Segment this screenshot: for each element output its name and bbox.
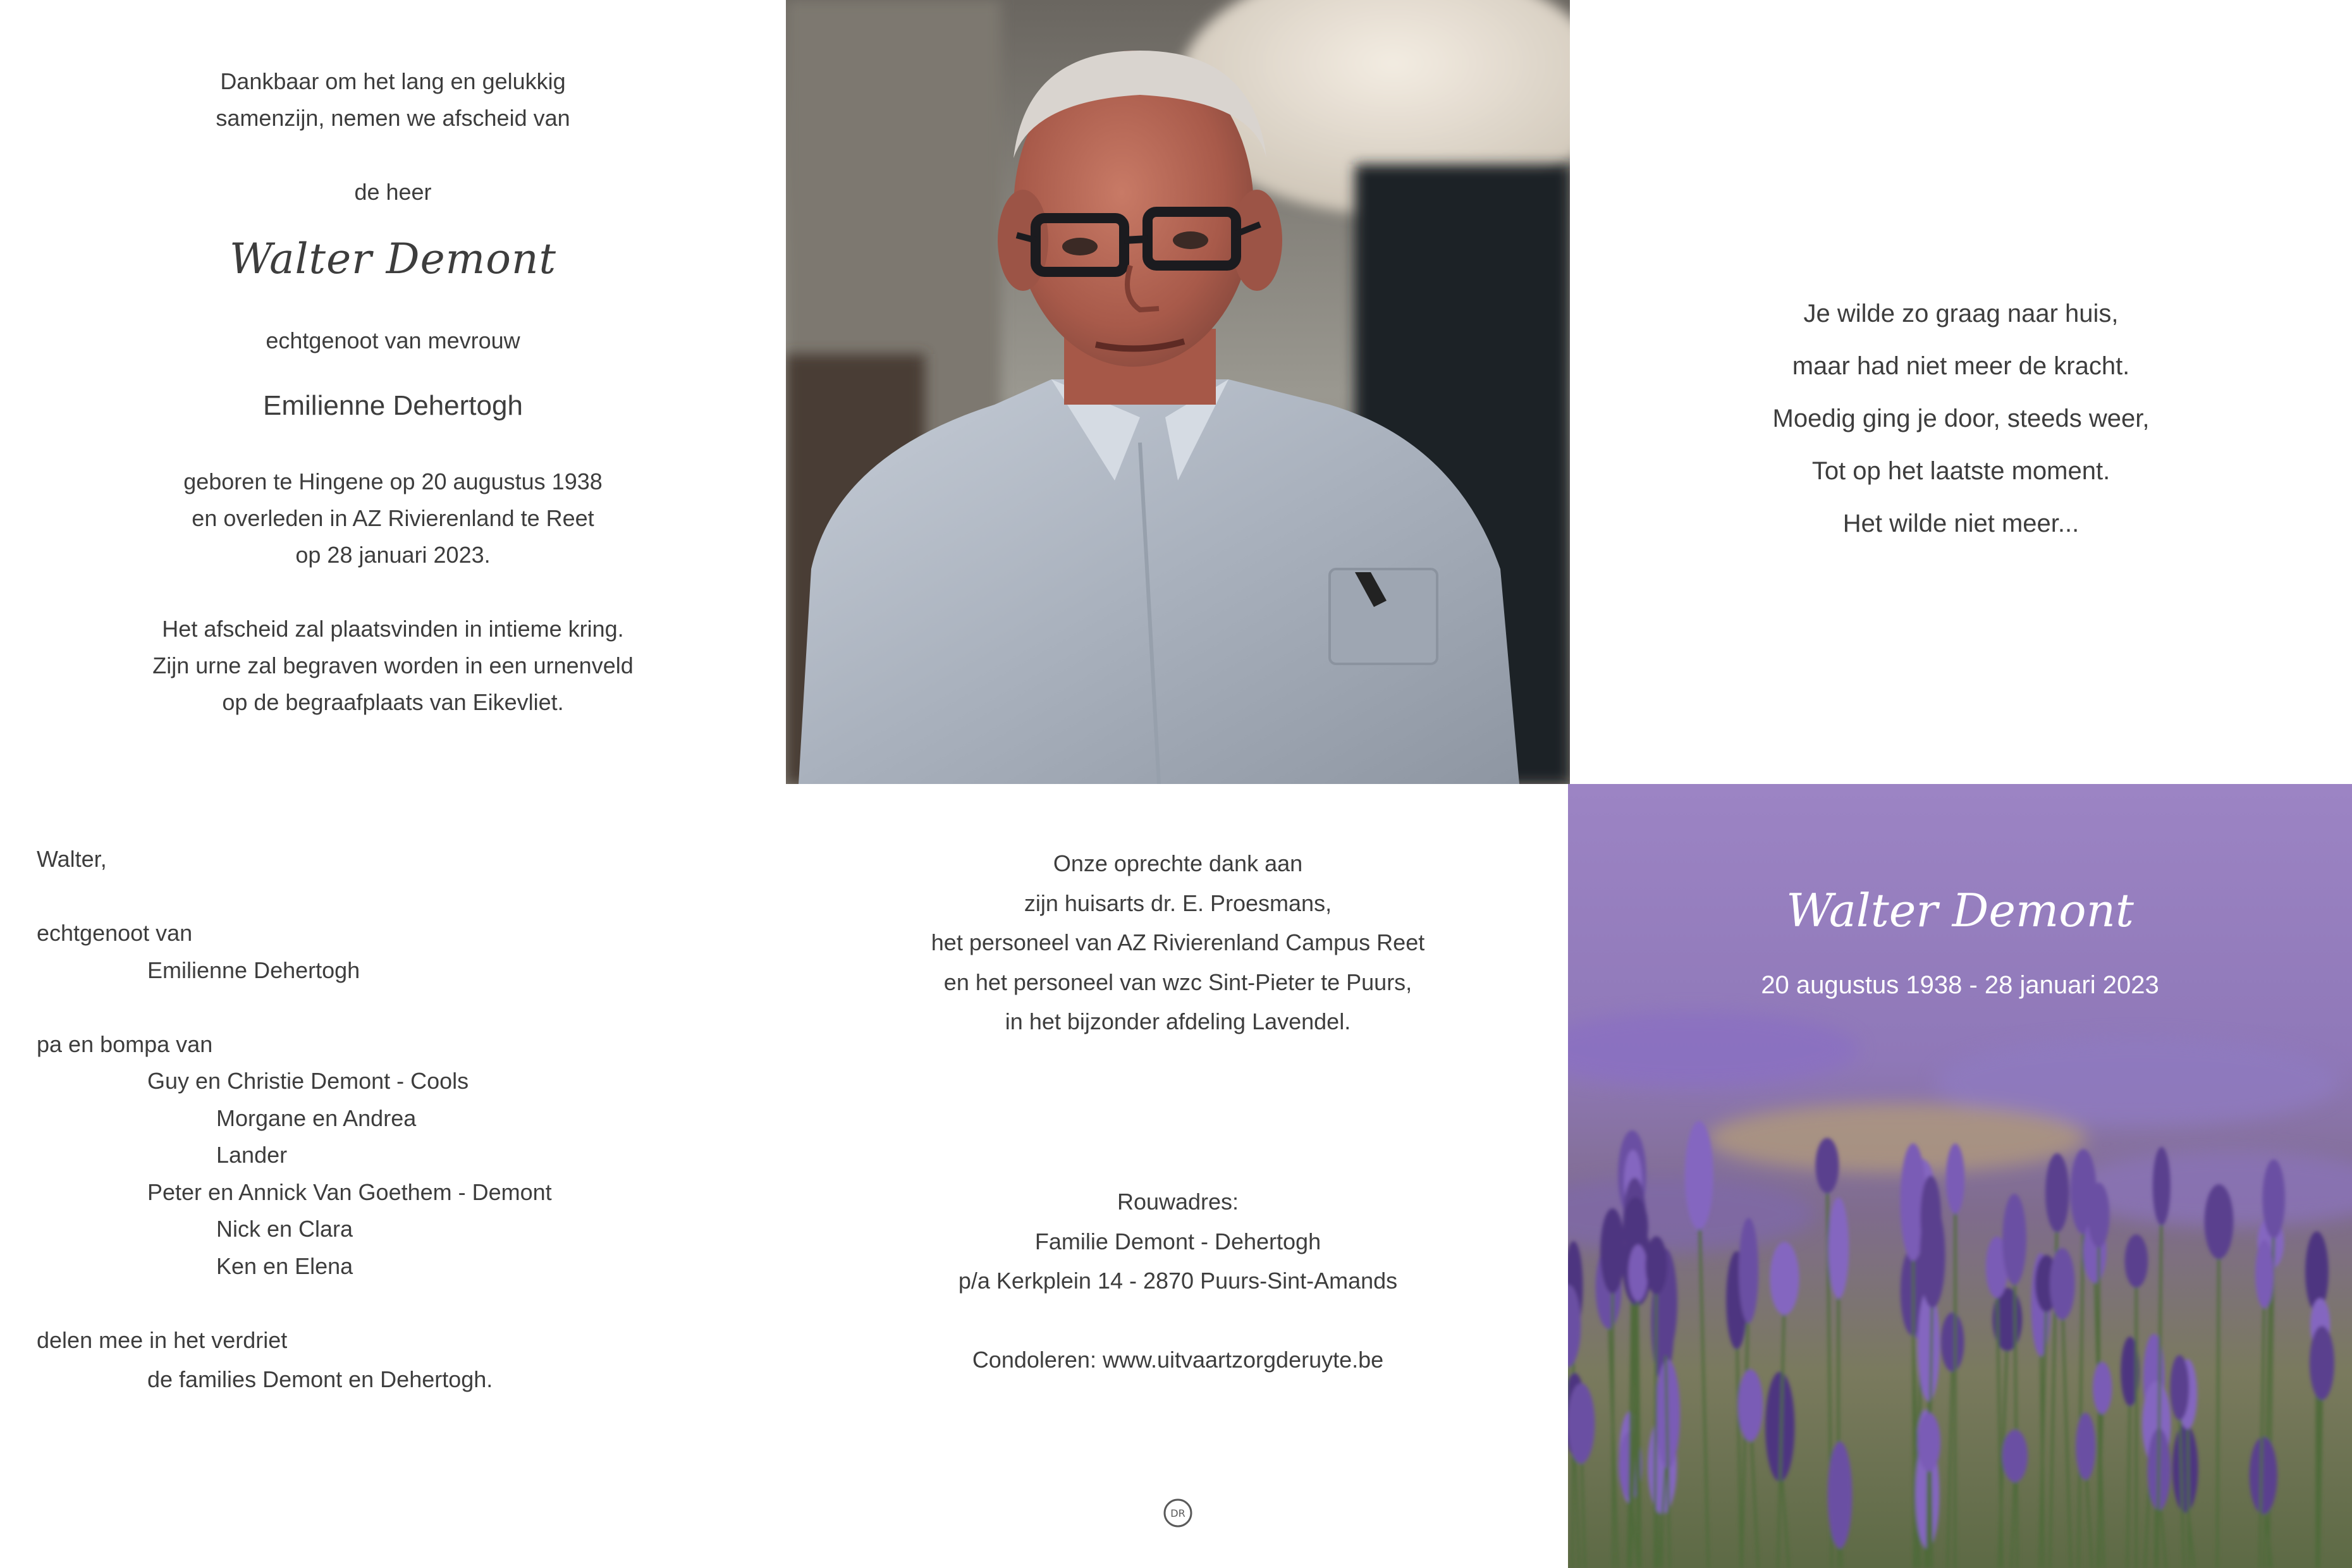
announcement-panel xyxy=(0,0,786,784)
cover-dates: 20 augustus 1938 - 28 januari 2023 xyxy=(1761,971,2159,999)
cover-name: Walter Demont xyxy=(1786,884,2134,937)
intro-line-2: samenzijn, nemen we afscheid van xyxy=(216,105,570,131)
address-street: p/a Kerkplein 14 - 2870 Puurs-Sint-Amands xyxy=(958,1268,1398,1294)
thanks-line-5: in het bijzonder afdeling Lavendel. xyxy=(1005,1008,1351,1034)
mourning-address xyxy=(786,1182,1570,1301)
farewell-line-2: Zijn urne zal begraven worden in een urnenveld xyxy=(152,652,634,678)
spouse-name: Emilienne Dehertogh xyxy=(263,390,523,421)
poem-panel xyxy=(1570,0,2352,784)
thanks-line-3: het personeel van AZ Rivierenland Campus Reet xyxy=(931,929,1425,955)
grandchild-2: Lander xyxy=(216,1142,288,1168)
portrait-photo xyxy=(786,0,1570,784)
spouse-of-label: echtgenoot van xyxy=(37,920,193,946)
address-label: Rouwadres: xyxy=(1117,1189,1239,1215)
family-spouse: Emilienne Dehertogh xyxy=(147,957,360,983)
farewell-line-1: Het afscheid zal plaatsvinden in intieme kring. xyxy=(162,616,624,642)
poem-line-4: Tot op het laatste moment. xyxy=(1811,457,2110,485)
birth-death-line-2: en overleden in AZ Rivierenland te Reet xyxy=(192,505,594,531)
farewell-line-3: op de begraafplaats van Eikevliet. xyxy=(222,689,564,715)
logo-text: DR xyxy=(1170,1507,1185,1519)
thanks-text xyxy=(786,844,1570,1042)
funeral-home-logo-icon xyxy=(1162,1497,1194,1529)
family-panel xyxy=(0,784,786,1568)
grandchild-1: Morgane en Andrea xyxy=(216,1105,417,1131)
portrait-panel xyxy=(786,0,1570,784)
spouse-intro: echtgenoot van mevrouw xyxy=(266,328,520,353)
child-1: Guy en Christie Demont - Cools xyxy=(147,1068,469,1094)
poem-line-5: Het wilde niet meer... xyxy=(1842,510,2079,537)
intro-text xyxy=(0,63,786,137)
thanks-line-1: Onze oprechte dank aan xyxy=(1053,850,1303,876)
birth-death-text xyxy=(0,463,786,573)
thanks-panel xyxy=(786,784,1570,1568)
farewell-text xyxy=(0,611,786,721)
sharing-label: delen mee in het verdriet xyxy=(37,1326,288,1353)
poem-line-3: Moedig ging je door, steeds weer, xyxy=(1772,405,2150,432)
families-line: de families Demont en Dehertogh. xyxy=(147,1366,493,1392)
condolences-link[interactable]: Condoleren: www.uitvaartzorgderuyte.be xyxy=(972,1347,1384,1373)
title-text: de heer xyxy=(354,179,432,205)
poem xyxy=(1570,288,2352,550)
poem-line-2: maar had niet meer de kracht. xyxy=(1792,352,2130,380)
address-family: Familie Demont - Dehertogh xyxy=(1034,1228,1321,1254)
cover-panel xyxy=(1568,784,2352,1568)
poem-line-1: Je wilde zo graag naar huis, xyxy=(1803,300,2119,328)
birth-death-line-1: geboren te Hingene op 20 augustus 1938 xyxy=(183,469,603,494)
grandparent-of-label: pa en bompa van xyxy=(37,1031,213,1057)
salutation: Walter, xyxy=(37,846,107,872)
deceased-name: Walter Demont xyxy=(230,235,556,283)
thanks-line-4: en het personeel van wzc Sint-Pieter te Puurs, xyxy=(943,969,1412,995)
child-2: Peter en Annick Van Goethem - Demont xyxy=(147,1179,552,1205)
thanks-line-2: zijn huisarts dr. E. Proesmans, xyxy=(1024,890,1332,916)
grandchild-4: Ken en Elena xyxy=(216,1253,353,1279)
intro-line-1: Dankbaar om het lang en gelukkig xyxy=(220,68,566,94)
family-list xyxy=(37,841,552,1399)
grandchild-3: Nick en Clara xyxy=(216,1216,353,1242)
birth-death-line-3: op 28 januari 2023. xyxy=(295,542,491,568)
